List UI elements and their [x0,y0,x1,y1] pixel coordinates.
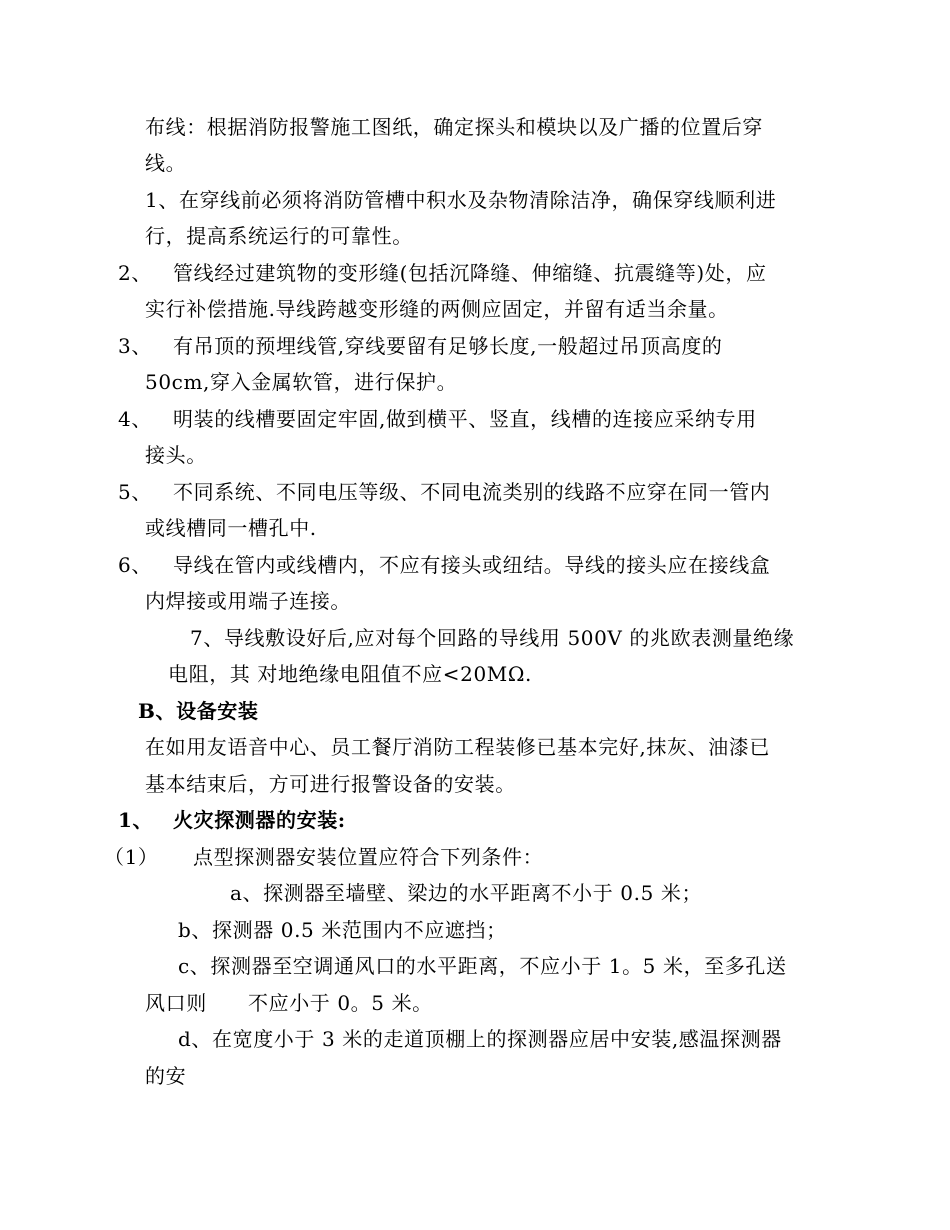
wiring-title-line1: 布线：根据消防报警施工图纸，确定探头和模块以及广播的位置后穿 [145,115,763,139]
wiring-title-line2: 线。 [145,151,187,175]
wiring-item-1-text: 在穿线前必须将消防管槽中积水及杂物清除洁净，确保穿线顺利进 [178,188,777,212]
install-intro-line2: 基本结束后，方可进行报警设备的安装。 [145,772,516,796]
wiring-item-3-line1: 有吊顶的预埋线管,穿线要留有足够长度,一般超过吊顶高度的 [173,334,723,358]
install-sub1-number: 1、 [118,808,154,832]
install-sub1-title: 火灾探测器的安装: [173,808,346,832]
wiring-item-4-number: 4、 [118,407,152,431]
wiring-item-6-number: 6、 [118,553,152,577]
wiring-item-1-number: 1、 [145,188,179,212]
condition-title: 点型探测器安装位置应符合下列条件： [193,845,544,869]
wiring-item-2-number: 2、 [118,261,152,285]
wiring-item-4-line2: 接头。 [145,443,207,467]
condition-number: （1） [104,845,159,869]
condition-d-line1: d、在宽度小于 3 米的走道顶棚上的探测器应居中安装,感温探测器 [178,1027,782,1051]
wiring-item-5-line1: 不同系统、不同电压等级、不同电流类别的线路不应穿在同一管内 [173,480,771,504]
condition-a: a、探测器至墙壁、梁边的水平距离不小于 0.5 米； [230,881,703,905]
wiring-item-1-line1 [145,187,776,213]
condition-c-line1: c、探测器至空调通风口的水平距离，不应小于 1。5 米，至多孔送 [178,954,787,978]
wiring-item-7-line2: 电阻，其 对地绝缘电阻值不应<20MΩ. [168,662,532,686]
wiring-item-2-line1: 管线经过建筑物的变形缝(包括沉降缝、伸缩缝、抗震缝等)处，应 [173,261,767,285]
condition-c-line2: 风口则 不应小于 0。5 米。 [145,991,433,1015]
wiring-item-2-line2: 实行补偿措施.导线跨越变形缝的两侧应固定，并留有适当余量。 [145,297,729,321]
wiring-item-3-line2: 50cm,穿入金属软管，进行保护。 [145,370,458,394]
wiring-item-7-line1 [190,625,794,651]
wiring-item-5-number: 5、 [118,480,152,504]
wiring-item-6-line2: 内焊接或用端子连接。 [145,589,351,613]
install-intro-line1: 在如用友语音中心、员工餐厅消防工程装修已基本完好,抹灰、油漆已 [145,735,770,759]
wiring-item-6-line1: 导线在管内或线槽内，不应有接头或纽结。导线的接头应在接线盒 [173,553,771,577]
condition-b: b、探测器 0.5 米范围内不应遮挡； [178,918,507,942]
wiring-item-7-number: 7、 [190,626,224,650]
wiring-item-3-number: 3、 [118,334,152,358]
wiring-item-5-line2: 或线槽同一槽孔中. [145,516,317,540]
wiring-item-1-line2: 行，提高系统运行的可靠性。 [145,224,413,248]
wiring-item-4-line1: 明装的线槽要固定牢固,做到横平、竖直，线槽的连接应采纳专用 [173,407,757,431]
install-heading: B、设备安装 [138,699,259,723]
condition-d-line2: 的安 [145,1064,187,1088]
wiring-item-7-text: 导线敷设好后,应对每个回路的导线用 500V 的兆欧表测量绝缘 [223,626,795,650]
